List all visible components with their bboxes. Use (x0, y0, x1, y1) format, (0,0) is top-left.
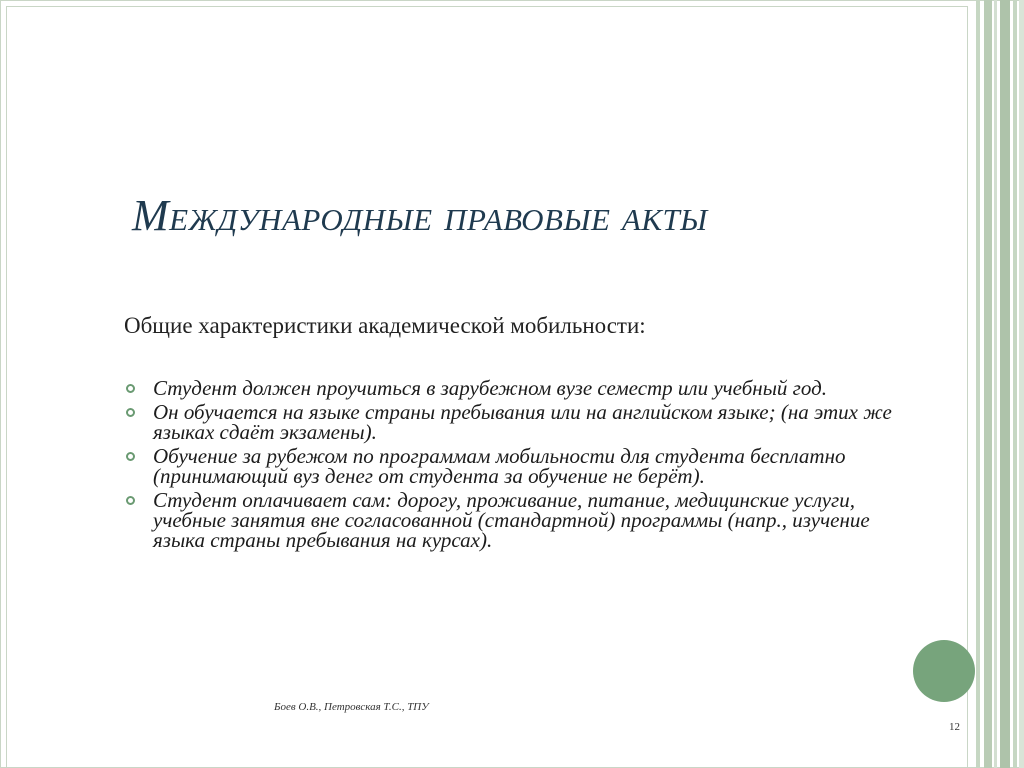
bullet-text: Студент оплачивает сам: дорогу, проживание, питание, медицинские услуги, учебные занятия вне согласованной (стандартной) программы (напр., изучение языка страны пребывания на курсах). (153, 488, 870, 552)
decorative-stripe (976, 0, 980, 768)
page-number: 12 (949, 721, 960, 733)
bullet-list (124, 378, 914, 554)
bullet-circle-icon (126, 496, 135, 505)
decorative-stripe (994, 0, 997, 768)
bullet-item (124, 490, 914, 550)
decorative-circle-icon (913, 640, 975, 702)
bullet-item (124, 446, 914, 486)
decorative-stripe (1013, 0, 1017, 768)
decorative-stripe (1019, 0, 1024, 768)
bullet-text: Обучение за рубежом по программам мобильности для студента бесплатно (принимающий вуз денег от студента за обучение не берёт). (153, 444, 846, 488)
bullet-circle-icon (126, 408, 135, 417)
decorative-stripe (1000, 0, 1010, 768)
slide-footer: Боев О.В., Петровская Т.С., ТПУ (274, 701, 429, 713)
bullet-text: Он обучается на языке страны пребывания или на английском языке; (на этих же языках сдаёт экзамены). (153, 400, 892, 444)
bullet-circle-icon (126, 452, 135, 461)
bullet-circle-icon (126, 384, 135, 393)
decorative-stripe (984, 0, 992, 768)
bullet-item (124, 402, 914, 442)
bullet-item (124, 378, 914, 398)
slide-title: Международные правовые акты (132, 191, 708, 240)
slide-subtitle: Общие характеристики академической мобильности: (124, 313, 646, 338)
bullet-text: Студент должен проучиться в зарубежном вузе семестр или учебный год. (153, 376, 827, 400)
